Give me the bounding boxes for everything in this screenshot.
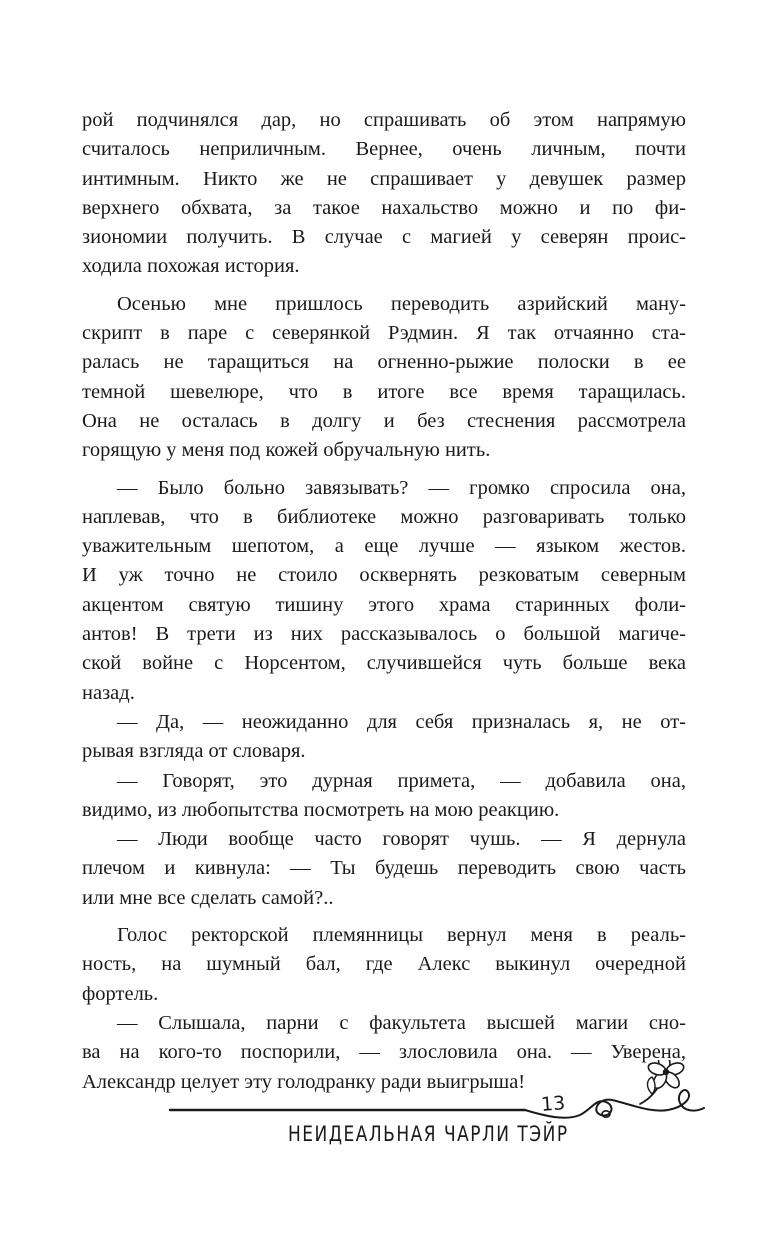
text-line: антов! В трети из них рассказывалось о большой магиче- <box>82 623 686 646</box>
text-line: или мне все сделать самой?.. <box>82 886 334 909</box>
text-line: верхнего обхвата, за такое нахальство можно и по фи- <box>82 196 686 219</box>
text-line: считалось неприличным. Вернее, очень личным, почти <box>82 138 686 161</box>
text-line: ской войне с Норсентом, случившейся чуть больше века <box>82 652 686 675</box>
text-line: фортель. <box>82 982 159 1005</box>
footer-ornament <box>0 1060 768 1180</box>
body-text <box>82 106 686 1097</box>
running-title: НЕИДЕАЛЬНАЯ ЧАРЛИ ТЭЙР <box>288 1122 569 1147</box>
text-line: И уж точно не стоило осквернять резковатым северным <box>82 564 686 587</box>
text-line: — Было больно завязывать? — громко спросила она, <box>117 476 686 499</box>
text-line: Голос ректорской племянницы вернул меня в реаль- <box>117 924 686 947</box>
text-line: рой подчинялся дар, но спрашивать об этом напрямую <box>82 109 686 131</box>
text-line: ралась не таращиться на огненно-рыжие полоски в ее <box>82 351 686 374</box>
text-line: — Говорят, это дурная примета, — добавила она, <box>117 769 686 792</box>
text-line: видимо, из любопытства посмотреть на мою реакцию. <box>82 798 560 821</box>
text-line: плечом и кивнула: — Ты будешь переводить свою часть <box>82 857 686 880</box>
text-line: рывая взгляда от словаря. <box>82 740 306 763</box>
text-line: Осенью мне пришлось переводить азрийский ману- <box>117 292 686 315</box>
text-line: акцентом святую тишину этого храма старинных фоли- <box>82 593 686 616</box>
text-line: — Да, — неожиданно для себя призналась я, не от- <box>117 710 686 733</box>
text-line: наплевав, что в библиотеке можно разговаривать только <box>82 505 686 528</box>
text-line: Александр целует эту голодранку ради выигрыша! <box>82 1070 526 1093</box>
text-line: горящую у меня под кожей обручальную нить. <box>82 439 491 462</box>
text-line: Она не осталась в долгу и без стеснения рассмотрела <box>82 409 686 432</box>
text-line: скрипт в паре с северянкой Рэдмин. Я так отчаянно ста- <box>82 322 686 345</box>
text-line: интимным. Никто же не спрашивает у девушек размер <box>82 167 686 190</box>
text-line: — Люди вообще часто говорят чушь. — Я дернула <box>117 828 686 851</box>
page-number: 13 <box>540 1092 566 1116</box>
text-line: темной шевелюре, что в итоге все время таращилась. <box>82 380 686 403</box>
leaf-icon <box>648 1077 656 1094</box>
text-line: ходила похожая история. <box>82 255 300 278</box>
text-line: зиономии получить. В случае с магией у северян проис- <box>82 226 686 249</box>
text-line: ность, на шумный бал, где Алекс выкинул очередной <box>82 953 686 976</box>
text-line: уважительным шепотом, а еще лучше — языком жестов. <box>82 535 686 558</box>
text-line: — Слышала, парни с факультета высшей магии сно- <box>117 1011 686 1034</box>
text-line: назад. <box>82 681 135 704</box>
text-line: ва на кого-то поспорили, — злословила она. — Уверена, <box>82 1041 686 1064</box>
